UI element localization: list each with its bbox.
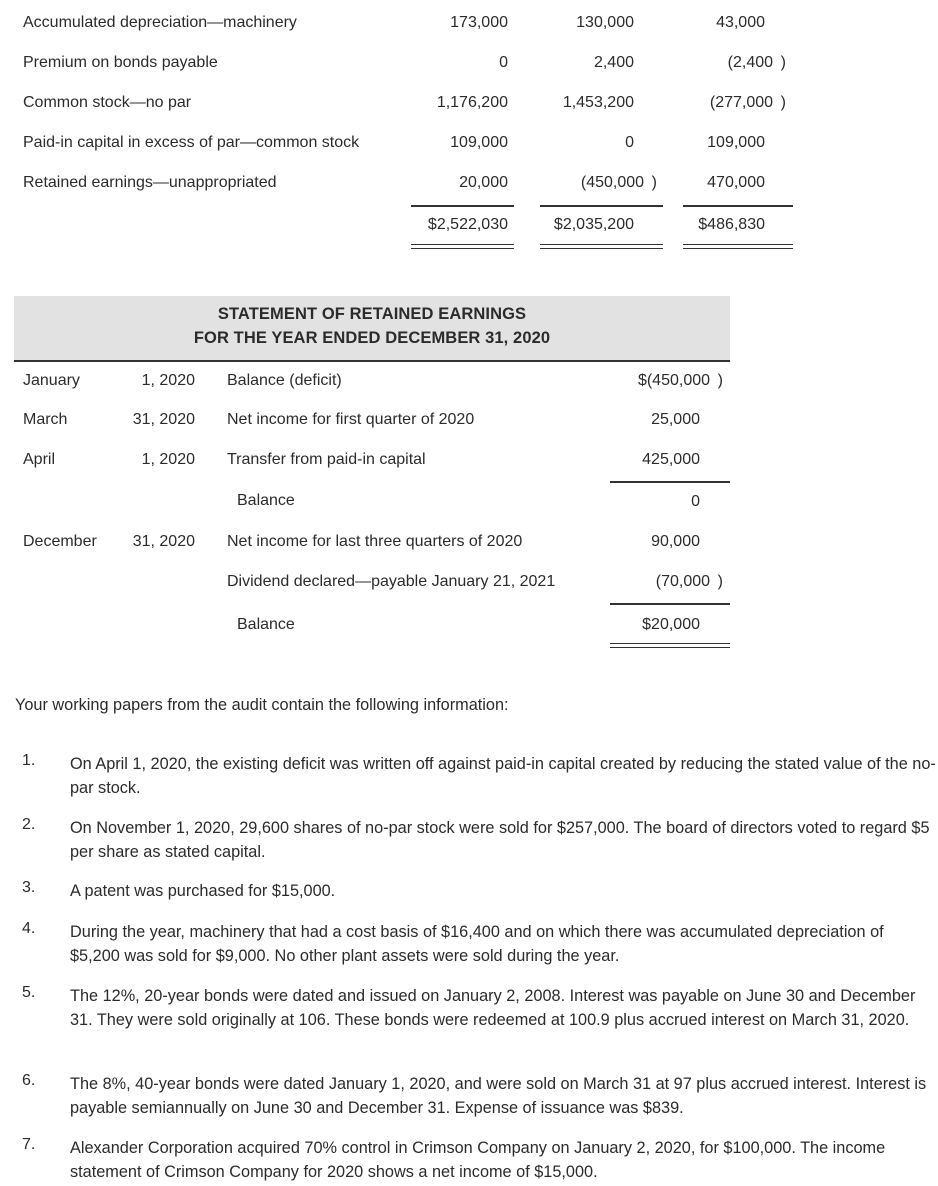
statement-desc: Balance (deficit) [227,372,342,389]
statement-desc: Net income for first quarter of 2020 [227,411,475,428]
value-2020: 1,176,200 [436,94,508,111]
statement-month: December [23,533,97,550]
total-double-rule [683,244,793,249]
subtotal-rule [540,205,663,207]
value-2019: 1,453,200 [562,94,634,111]
statement-amount: $(450,000 ) [637,372,723,389]
statement-desc: Transfer from paid-in capital [227,451,426,468]
value-2019: 2,400 [593,54,634,71]
value-2019: (450,000 ) [580,174,657,191]
item-text: On April 1, 2020, the existing deficit was written off against paid-in capital created by reducing the stated value of the no-par stock. [70,755,936,797]
value-change: (277,000 ) [709,94,786,111]
value-2020: 173,000 [450,14,508,31]
item-number: 4. [22,920,36,937]
total-double-rule [540,244,663,249]
item-number: 7. [22,1136,36,1153]
statement-desc: Balance [237,492,295,509]
item-text: During the year, machinery that had a cost basis of $16,400 and on which there was accumulated depreciation of $5,200 was sold for $9,000. No other plant assets were sold during the year. [70,923,884,965]
statement-amount: 90,000 [651,533,700,550]
subtotal-rule [411,205,514,207]
value-2020: 0 [499,54,508,71]
statement-amount: $20,000 [642,616,700,633]
item-text: A patent was purchased for $15,000. [70,882,336,900]
statement-desc: Dividend declared—payable January 21, 2021 [227,573,556,590]
value-change: 470,000 [707,174,765,191]
item-text: Alexander Corporation acquired 70% control in Crimson Company on January 2, 2020, for $100,000. The income statement of Crimson Company for 2020 shows a net income of $15,000. [70,1139,886,1181]
total-2020: $2,522,030 [427,216,508,233]
value-change: 43,000 [716,14,765,31]
value-2019: 130,000 [576,14,634,31]
total-change: $486,830 [698,216,765,233]
row-label: Accumulated depreciation—machinery [23,14,297,31]
value-change: (2,400 ) [727,54,786,71]
statement-month: March [23,411,68,428]
statement-amount: 0 [691,493,700,510]
value-change: 109,000 [707,134,765,151]
item-text: On November 1, 2020, 29,600 shares of no-par stock were sold for $257,000. The board of directors voted to regard $5 per share as stated capital. [70,819,930,861]
statement-desc: Net income for last three quarters of 2020 [227,533,523,550]
total-2019: $2,035,200 [553,216,634,233]
statement-amount: 25,000 [651,411,700,428]
value-2020: 109,000 [450,134,508,151]
subtotal-rule [610,603,730,605]
statement-month: April [23,451,56,468]
statement-amount: 425,000 [642,451,700,468]
total-double-rule [610,643,730,648]
statement-title: STATEMENT OF RETAINED EARNINGS [217,305,527,323]
item-text: The 12%, 20-year bonds were dated and issued on January 2, 2008. Interest was payable on June 30 and December 31. They were sold originally at 106. These bonds were redeemed at 100.9 plus accrued interest on March 31, 2020. [70,987,916,1029]
row-label: Retained earnings—unappropriated [23,174,277,191]
subtotal-rule [610,481,730,483]
item-number: 3. [22,879,36,896]
statement-day: 1, 2020 [141,451,195,468]
item-number: 2. [22,816,36,833]
value-2020: 20,000 [459,174,508,191]
statement-period: FOR THE YEAR ENDED DECEMBER 31, 2020 [193,329,551,347]
statement-amount: (70,000 ) [655,573,723,590]
intro-text: Your working papers from the audit contain the following information: [15,696,509,714]
row-label: Premium on bonds payable [23,54,218,71]
statement-desc: Balance [237,616,295,633]
value-2019: 0 [625,134,634,151]
statement-day: 1, 2020 [141,372,195,389]
item-number: 5. [22,984,36,1001]
statement-month: January [23,372,80,389]
item-number: 6. [22,1072,36,1089]
total-double-rule [411,244,514,249]
statement-day: 31, 2020 [132,533,195,550]
statement-day: 31, 2020 [132,411,195,428]
row-label: Common stock—no par [23,94,192,111]
item-number: 1. [22,752,36,769]
subtotal-rule [683,205,793,207]
row-label: Paid-in capital in excess of par—common stock [23,134,360,151]
item-text: The 8%, 40-year bonds were dated January 1, 2020, and were sold on March 31 at 97 plus accrued interest. Interest is payable semiannually on June 30 and December 31. Expense of issuance was $839. [70,1075,927,1117]
